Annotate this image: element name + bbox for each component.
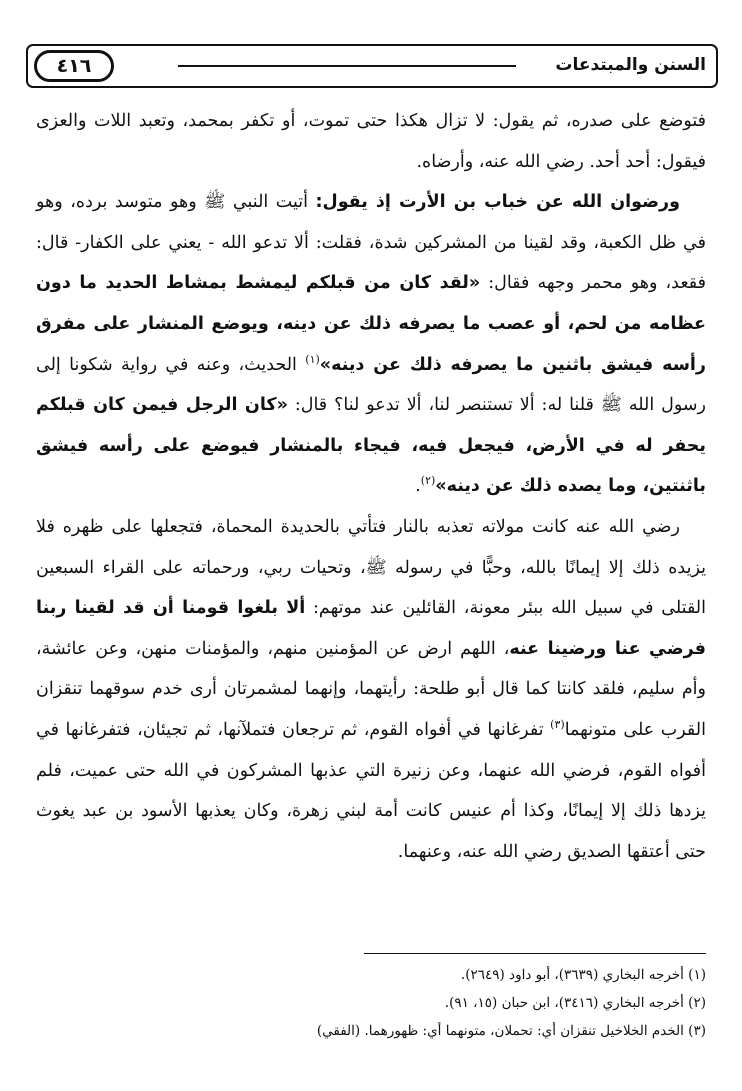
footnote-3: (٣) الخدم الخلاخيل تنقزان أي: تحملان، متونهما أي: ظهورهما. (الفقي) [316, 1023, 706, 1039]
header-rule [178, 65, 516, 67]
paragraph-3-text-c: تفرغانها في أفواه القوم، ثم ترجعان فتملآنها، ثم تجيئان، فتفرغانها في أفواه القوم، فرضي الله عنهما، وعن زنيرة التي عذبها المشركون في الله حتى عميت، فلم يزدها ذلك إلا إيمانًا، وكذا أم عنيس كانت أمة لبني زهرة، وكان يعذبها الأسود بن عبد يغوث حتى أعتقها الصديق رضي الله عنه، وعنهما. [36, 719, 706, 862]
footnote-1: (١) أخرجه البخاري (٣٦٣٩)، أبو داود (٢٦٤٩). [460, 967, 706, 983]
body-text [36, 101, 706, 872]
paragraph-2-lead: ورضوان الله عن خباب بن الأرت إذ يقول: [315, 192, 680, 213]
paragraph-2-text-b: الحديث، وعنه في رواية شكونا إلى رسول الله ﷺ قلنا له: ألا تستنصر لنا، ألا تدعو لنا؟ قال: [36, 354, 707, 416]
paragraph-1-text: فتوضع على صدره، ثم يقول: لا تزال هكذا حتى تموت، أو تكفر بمحمد، وتعبد اللات والعزى فيقول: أحد أحد. رضي الله عنه، وأرضاه. [36, 111, 706, 172]
paragraph-3-text-a: رضي الله عنه كانت مولاته تعذبه بالنار فتأتي بالحديدة المحماة، فتجعلها على ظهره فلا يزيده ذلك إلا إيمانًا بالله، وحبًّا في رسوله ﷺ، وتحيات ربي، ورحماته على القراء السبعين القتلى في سبيل الله ببئر معونة، القائلين عند موتهم: [36, 516, 706, 619]
footnote-separator [364, 953, 706, 954]
footnote-ref-1[interactable]: (١) [305, 352, 320, 366]
hadith-quote-2: «كان الرجل فيمن كان قبلكم يحفر له في الأرض، فيجعل فيه، فيجاء بالمنشار فيوضع على رأسه فيشق باثنتين، وما يصده ذلك عن دينه» [36, 395, 706, 497]
page-header [26, 44, 718, 88]
paragraph-2-text-a: أتيت النبي ﷺ وهو متوسد برده، وهو في ظل الكعبة، وقد لقينا من المشركين شدة، فقلت: ألا تدعو الله - يعني على الكفار- قال: فقعد، وهو محمر وجهه فقال: [36, 192, 706, 294]
page-number: ٤١٦ [34, 50, 114, 82]
footnote-ref-2[interactable]: (٢) [420, 474, 436, 488]
martyrs-quote: ألا بلغوا قومنا أن قد لقينا ربنا فرضي عنا ورضينا عنه [36, 598, 706, 659]
paragraph-3 [36, 507, 706, 872]
running-title: السنن والمبتدعات [555, 55, 706, 75]
paragraph-2 [36, 182, 706, 507]
paragraph-1 [36, 101, 706, 182]
footnote-ref-3[interactable]: (٣) [550, 718, 565, 732]
paragraph-3-text-b: ، اللهم ارض عن المؤمنين منهم، والمؤمنات منهن، وعن عائشة، وأم سليم، فلقد كانتا كما قال أبو طلحة: رأيتهما، وإنهما لمشمرتان أرى خدم سوقهما تنقزان القرب على متونهما [36, 638, 706, 740]
paragraph-2-end: . [415, 476, 421, 497]
footnotes [186, 961, 706, 1045]
hadith-quote-1: «لقد كان من قبلكم ليمشط بمشاط الحديد ما دون عظامه من لحم، أو عصب ما يصرفه ذلك عن دينه، ويوضع المنشار على مفرق رأسه فيشق باثنين ما يصرفه ذلك عن دينه» [36, 273, 706, 375]
footnote-2: (٢) أخرجه البخاري (٣٤١٦)، ابن حبان (١٥، ٩١). [444, 995, 706, 1011]
